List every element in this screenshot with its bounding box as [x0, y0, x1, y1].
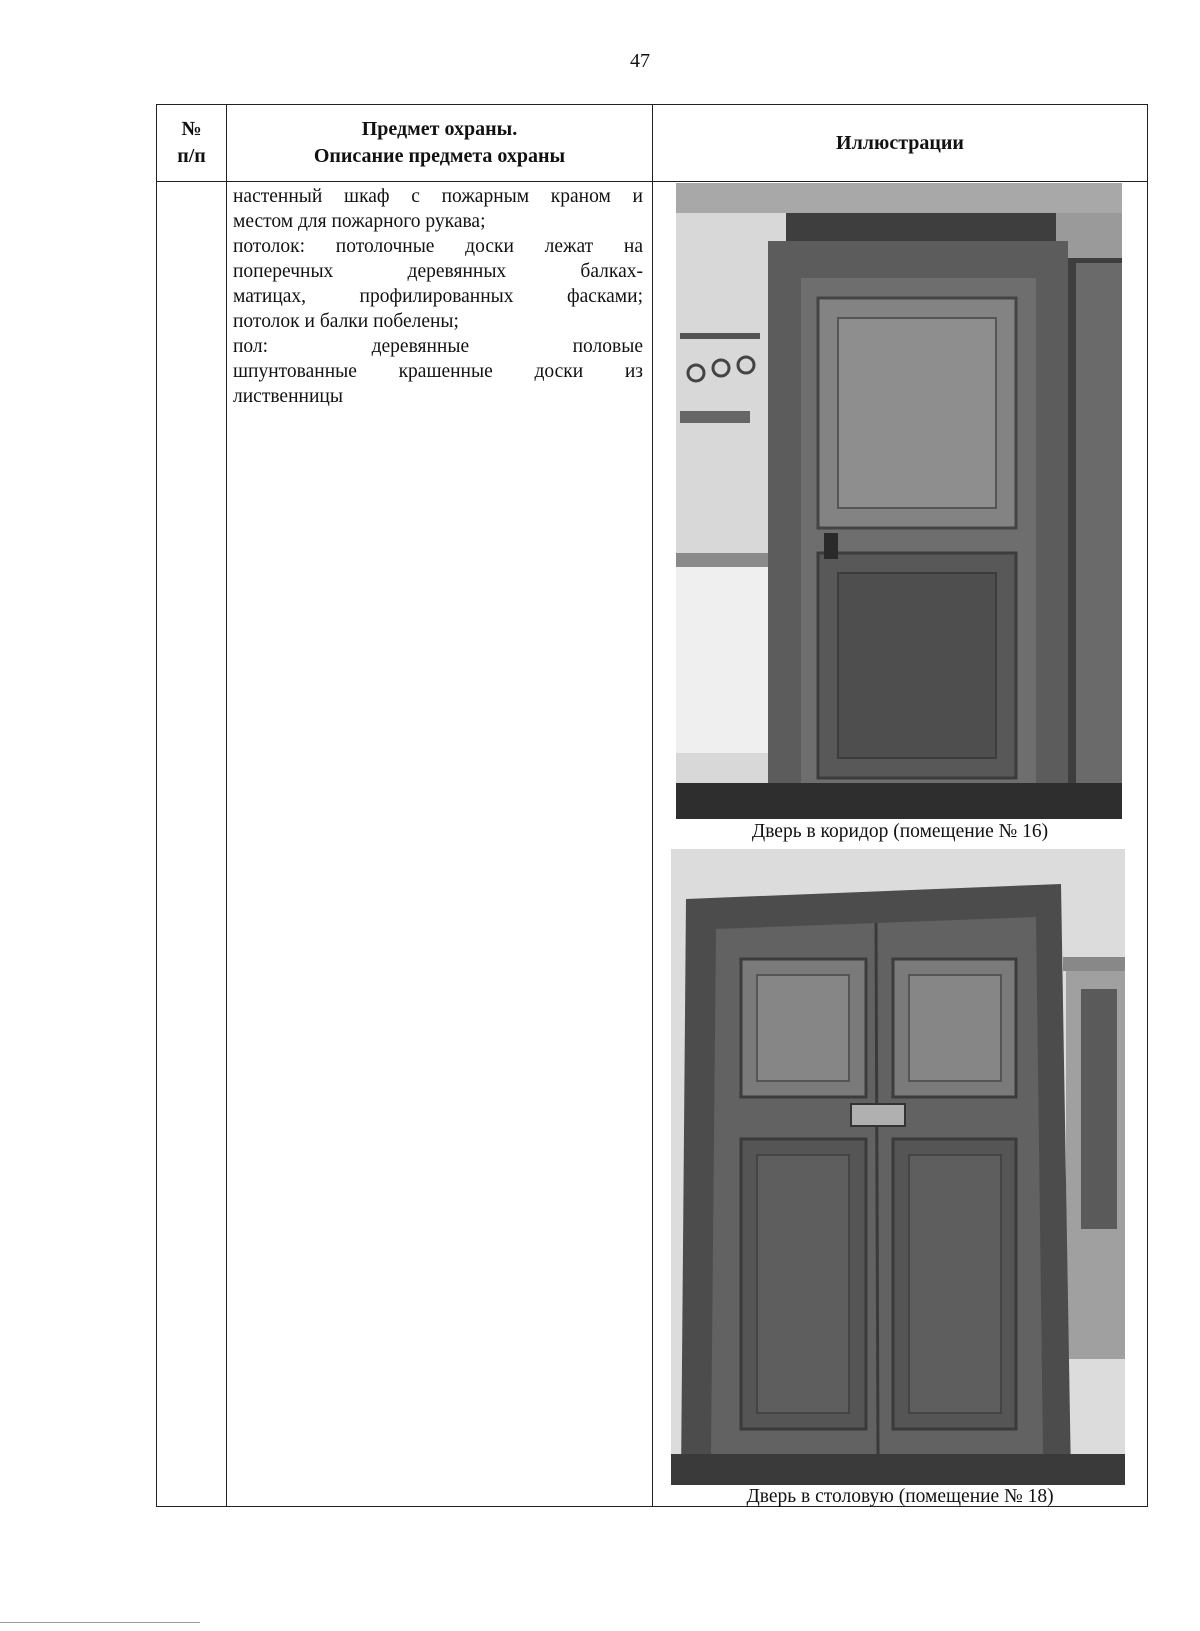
- description-line: потолок: потолочные доски лежат на: [233, 236, 643, 257]
- header-number-line: №: [181, 118, 202, 140]
- footer-rule: [0, 1622, 200, 1623]
- photo-caption: Дверь в столовую (помещение № 18): [746, 1486, 1054, 1507]
- header-subject-line: Предмет охраны.: [361, 118, 518, 140]
- description-line: настенный шкаф с пожарным краном и: [233, 186, 643, 207]
- page-number: 47: [630, 50, 650, 72]
- description-text: [233, 184, 643, 409]
- description-line: пол: деревянные половые: [233, 336, 643, 357]
- description-line: шпунтованные крашенные доски из: [233, 361, 643, 382]
- header-number: [157, 105, 226, 181]
- photo-caption: Дверь в коридор (помещение № 16): [751, 821, 1049, 842]
- header-illustrations: Иллюстрации: [836, 131, 964, 154]
- description-line: поперечных деревянных балках-: [233, 261, 643, 282]
- protection-table: [156, 104, 1148, 1507]
- photo-door-corridor: [676, 183, 1122, 819]
- header-subject-line: Описание предмета охраны: [313, 145, 566, 167]
- photo-door-dining: [671, 849, 1125, 1485]
- header-number-line: п/п: [177, 145, 206, 167]
- column-divider: [226, 105, 227, 1506]
- header-subject: [227, 105, 652, 181]
- description-line: лиственницы: [233, 386, 343, 407]
- description-line: местом для пожарного рукава;: [233, 211, 486, 232]
- header-divider: [157, 181, 1147, 182]
- column-divider: [652, 105, 653, 1506]
- description-line: матицах, профилированных фасками;: [233, 286, 643, 307]
- description-line: потолок и балки побелены;: [233, 311, 459, 332]
